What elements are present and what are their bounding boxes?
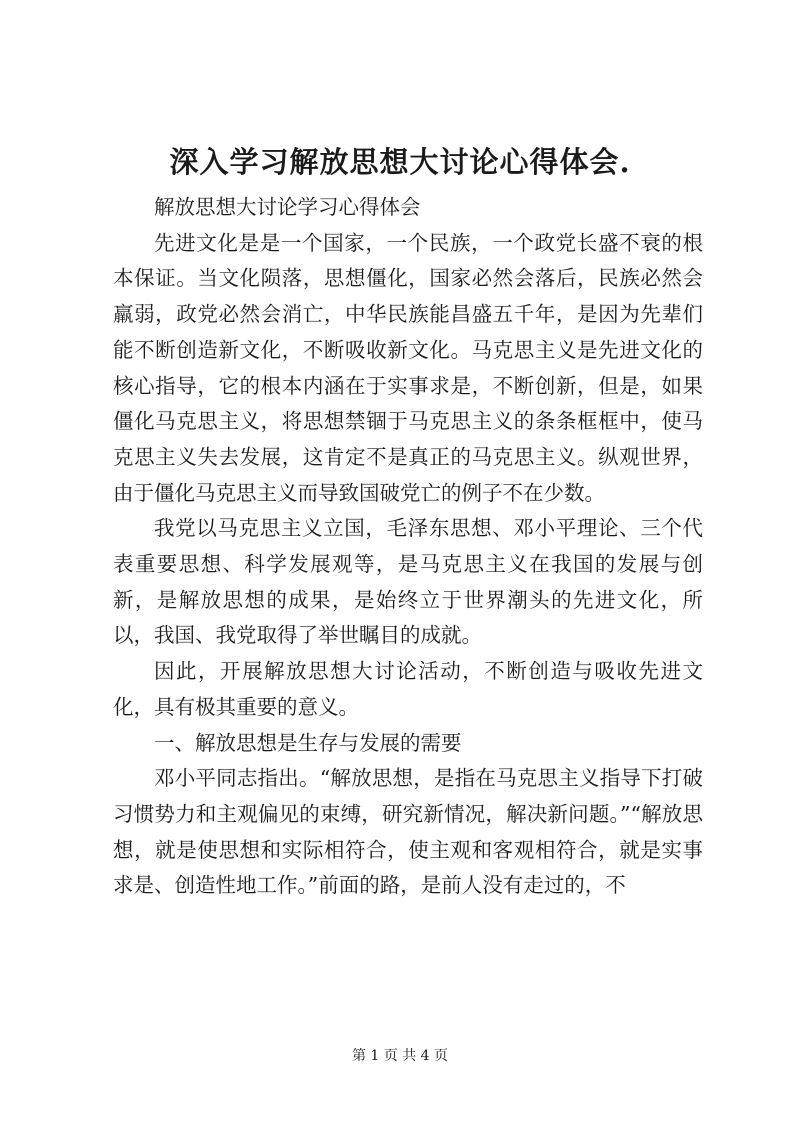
- body-paragraph: 因此，开展解放思想大讨论活动，不断创造与吸收先进文化，具有极其重要的意义。: [113, 659, 703, 719]
- body-paragraph: 我党以马克思主义立国，毛泽东思想、邓小平理论、三个代表重要思想、科学发展观等，是马克思主义在我国的发展与创新，是解放思想的成果，是始终立于世界潮头的先进文化，所以，我国、我党取得了举世瞩目的成就。: [113, 516, 703, 648]
- body-paragraph: 邓小平同志指出。“解放思想，是指在马克思主义指导下打破习惯势力和主观偏见的束缚，研究新情况，解决新问题。”“解放思想，就是使思想和实际相符合，使主观和客观相符合，就是实事求是、创造性地工作。”前面的路，是前人没有走过的，不: [113, 766, 703, 898]
- subtitle-paragraph: 解放思想大讨论学习心得体会: [154, 195, 421, 219]
- document-body: [113, 190, 703, 904]
- document-title: 深入学习解放思想大讨论心得体会.: [169, 145, 631, 179]
- page-footer: 第 1 页 共 4 页: [351, 1048, 449, 1064]
- section-heading: 一、解放思想是生存与发展的需要: [154, 730, 462, 755]
- body-paragraph: 先进文化是是一个国家，一个民族，一个政党长盛不衰的根本保证。当文化陨落，思想僵化，国家必然会落后，民族必然会羸弱，政党必然会消亡，中华民族能昌盛五千年，是因为先辈们能不断创造新文化，不断吸收新文化。马克思主义是先进文化的核心指导，它的根本内涵在于实事求是，不断创新，但是，如果僵化马克思主义，将思想禁锢于马克思主义的条条框框中，使马克思主义失去发展，这肯定不是真正的马克思主义。纵观世界，由于僵化马克思主义而导致国破党亡的例子不在少数。: [113, 230, 703, 505]
